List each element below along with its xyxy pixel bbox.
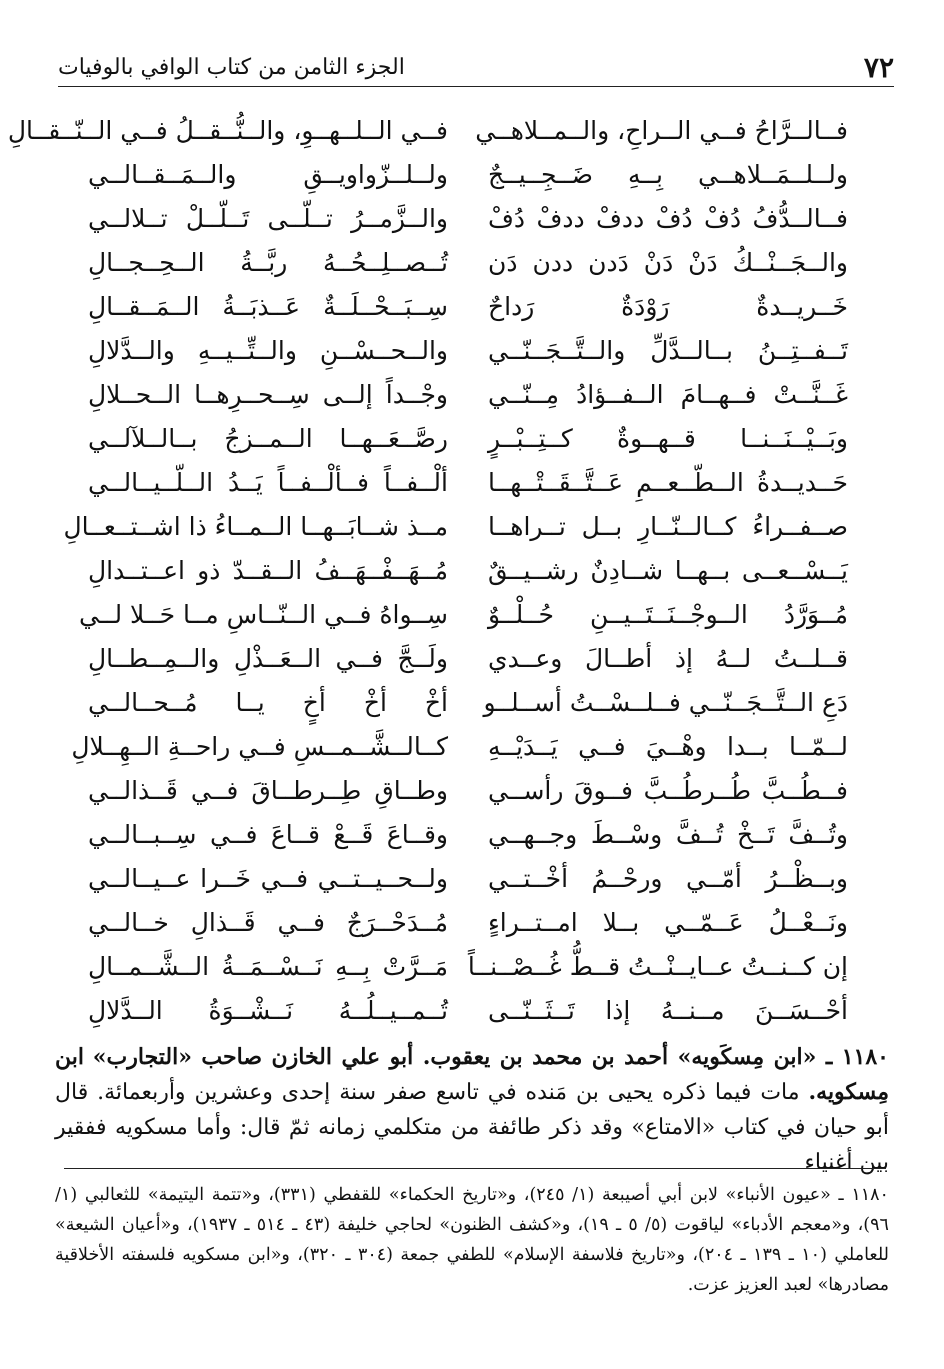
second-hemistich: أخْ أخْ أخٍ يــا مُــحــالــي — [88, 687, 448, 717]
second-hemistich: تُــمــيــلُــهُ نَــشْــوَةُ الــدَّلالِ — [88, 995, 448, 1025]
running-title: الجزء الثامن من كتاب الوافي بالوفيات — [58, 54, 405, 80]
footnotes: ١١٨٠ ـ «عيون الأنباء» لابن أبي أصيبعة (١/ ٢٤٥)، و«تاريخ الحكماء» للقفطي (٣٣١)، و«تتمة اليتيمة» للثعالبي (١/ ٩٦)، و«معجم الأدباء» لياقوت (٥/ ٥ ـ ١٩)، و«كشف الظنون» لحاجي خليفة (٤٣ ـ ٥١٤ ـ ١٩٣٧)، و«أعيان الشيعة» للعاملي (١٠ ـ ١٣٩ ـ ٢٠٤)، و«تاريخ فلاسفة الإسلام» للطفي جمعة (٣٠٤ ـ ٣٢٠)، و«ابن مسكويه فلسفته الأخلاقية مصادرها» لعبد العزيز عزت. — [55, 1185, 889, 1295]
second-hemistich: مُــدَحْــرَجٌ فــي قَــذالِ خــالــي — [88, 907, 448, 937]
first-hemistich: إن كــنــتُ عــايــنْــتُ قــطُّ غُــصْــنــاً — [467, 951, 848, 981]
first-hemistich: تَــفــتِــنُ بــالــدَّلِّ والــتَّــجَــنّــي — [488, 335, 848, 365]
entry-heading-tail: ابن مِسكويه. — [55, 1044, 889, 1105]
verse-line — [88, 636, 848, 680]
second-hemistich: ولــلــزّواويــقِ والــمَــقــالــي — [88, 159, 448, 189]
verse-line — [88, 900, 848, 944]
verse-line — [88, 328, 848, 372]
second-hemistich: رصَّــعَــهــا الــمــزجُ بــالــلآلــي — [88, 423, 448, 453]
second-hemistich: سِــبَــحْــلَــةٌ عَــذبَــةُ الــمَــقــالِ — [88, 291, 448, 321]
entry-body: مات فيما ذكره يحيى بن مَنده في تاسع صفر سنة إحدى وعشرين وأربعمائة. قال أبو حيان في كتاب «الامتاع» وقد ذكر طائفة من متكلمي زمانه ثمّ قال: وأما مسكويه ففقير بين أغنياء — [55, 1080, 889, 1175]
first-hemistich: فــالــدُّفُ دُفْ دُفْ ددفْ ددفْ دُفْ — [488, 203, 848, 233]
first-hemistich: ولــلــمَــلاهــي بِــهِ ضَــجِــيــجٌ — [488, 159, 848, 189]
second-hemistich: وطــاقِ طِــرطــاقَ فــي قَــذالــي — [88, 775, 448, 805]
second-hemistich: ولــحــيــتــي فــي خَــرا عــيــالــي — [88, 863, 448, 893]
first-hemistich: وتُــفَّ تَــخْ تُــفَّ وسْــطَ وجــهــي — [488, 819, 848, 849]
first-hemistich: خَــريــدةٌ رَوْدَةٌ رَداحٌ — [488, 291, 848, 321]
first-hemistich: حَــديــدةُ الــطّــعــمِ عَــتَّــقَــتْــهــا — [488, 467, 848, 497]
first-hemistich: لــمّــا بــدا وهْــيَ فــي يَــدَيْــهِ — [488, 731, 848, 761]
second-hemistich: وجْــداً إلــى سِــحــرِهــا الــحــلالِ — [88, 379, 448, 409]
second-hemistich: والــحــسْــنِ والــتِّــيــهِ والــدَّلالِ — [88, 335, 448, 365]
verse-line — [88, 460, 848, 504]
second-hemistich: سِــواهُ فــي الــنّــاسِ مــا حَــلا لــي — [78, 599, 448, 629]
second-hemistich: مَــرَّتْ بِــهِ نَــسْــمَــةُ الــشَّــمــالِ — [88, 951, 448, 981]
verse-line — [88, 240, 848, 284]
first-hemistich: والــجَــنْــكُ دَنْ دَنْ دَدن ددن دَن — [488, 247, 848, 277]
footnote-divider — [64, 1168, 886, 1169]
verse-line — [88, 548, 848, 592]
verse-line — [88, 152, 848, 196]
first-hemistich: غَــنَّــتْ فــهــامَ الــفــؤادُ مِــنّــي — [488, 379, 848, 409]
second-hemistich: مُــهَــفْــهَــفُ الــقــدّ ذو اعــتــدالِ — [88, 555, 448, 585]
verse-line — [88, 856, 848, 900]
second-hemistich: مــذ شــابَــهــا الــمــاءُ ذا اشــتــعــالِ — [63, 511, 448, 541]
first-hemistich: أحْــسَــنَ مــنــهُ إذا تَــثَــنّــى — [488, 995, 848, 1025]
poem — [7, 108, 848, 1032]
entry-heading: ١١٨٠ ـ «ابن مِسكَويه» أحمد بن محمد بن يعقوب. أبو علي الخازن صاحب «التجارب» — [92, 1044, 889, 1070]
second-hemistich: فــي الــلــهــوِ، والــنُّــقــلُ فــي الــنّــقــالِ — [7, 115, 448, 145]
verse-line — [7, 108, 848, 152]
first-hemistich: دَعِ الــتَّــجَــنّــي فــلــسْــتُ أســلــو — [483, 687, 848, 717]
verse-line — [88, 680, 848, 724]
verse-line — [88, 284, 848, 328]
first-hemistich: يَــسْــعــى بــهــا شــادِنٌ رشــيــقٌ — [488, 555, 848, 585]
verse-line — [88, 416, 848, 460]
verse-line — [88, 196, 848, 240]
verse-line — [88, 812, 848, 856]
first-hemistich: ونَــعْــلُ عَــمّــي بــلا امــتــراءٍ — [488, 907, 848, 937]
verse-line — [78, 592, 848, 636]
second-hemistich: كــالــشَّــمــسِ فــي راحــةِ الــهِــلالِ — [71, 731, 448, 761]
page-header — [58, 48, 894, 87]
second-hemistich: ولَــجَّ فــي الــعَــذْلِ والــمِــطــالِ — [88, 643, 448, 673]
first-hemistich: وبَــيْــنَــنــا قــهــوةٌ كــتِــبْــرٍ — [488, 423, 848, 453]
verse-line — [71, 724, 848, 768]
verse-line — [88, 372, 848, 416]
biography-entry — [55, 1040, 889, 1180]
second-hemistich: وقــاعَ قَــعْ قــاعَ فــي سِــبــالــي — [88, 819, 448, 849]
first-hemistich: وبــظْــرُ أمّــي ورحْــمُ أخْــتــي — [488, 863, 848, 893]
first-hemistich: فــطُــبَّ طُــرطُــبَّ فــوقَ رأســي — [488, 775, 848, 805]
first-hemistich: فــالــرَّاحُ فــي الــراحِ، والــمــلاهــي — [475, 115, 848, 145]
second-hemistich: ألْــفــاً فــألْــفــاً يَــدُ الــلّــيــالــي — [88, 467, 448, 497]
first-hemistich: مُــوَرَّدُ الــوجْــنَــتَــيــنِ حُــلْــوٌ — [488, 599, 848, 629]
verse-line — [88, 944, 848, 988]
first-hemistich: قــلــتُ لــهُ إذ أطــالَ وعــدي — [488, 643, 848, 673]
verse-line — [88, 988, 848, 1032]
verse-line — [63, 504, 848, 548]
verse-line — [88, 768, 848, 812]
second-hemistich: تُــصــلِــحُــهُ ربَّــةُ الــحِــجــالِ — [88, 247, 448, 277]
page-number: ٧٢ — [863, 50, 894, 84]
first-hemistich: صــفــراءُ كــالــنّــارِ بــل تــراهــا — [488, 511, 848, 541]
second-hemistich: والــزَّمــرُ تــلّــى تَــلّــلْ تــلالــي — [88, 203, 448, 233]
